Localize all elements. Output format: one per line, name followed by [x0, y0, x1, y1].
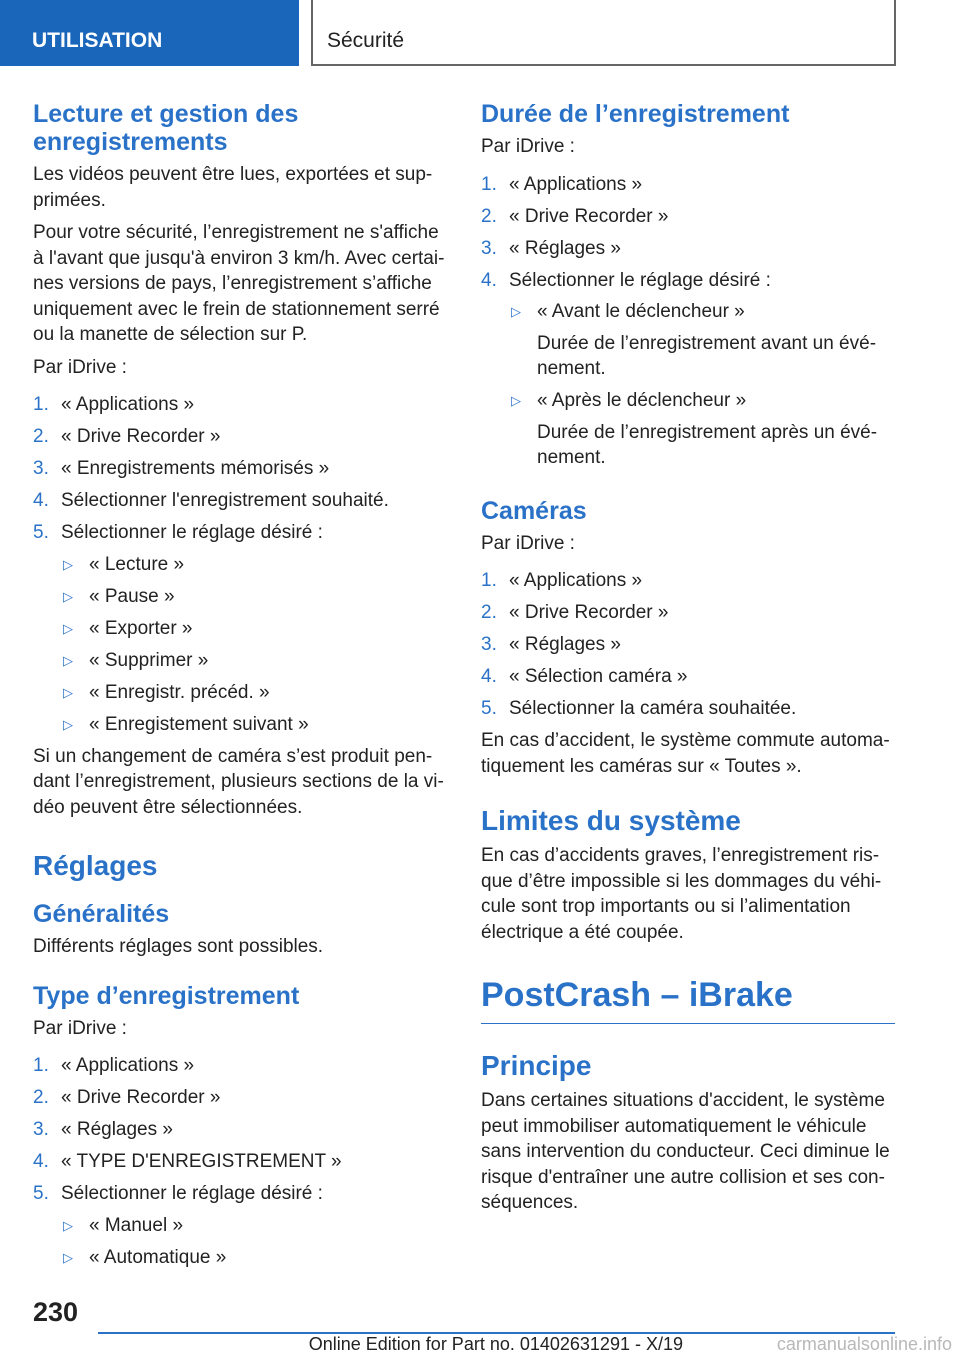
list-item: 3. « Réglages » — [481, 634, 621, 655]
list-item: ▷ « Exporter » — [33, 616, 445, 642]
list-camera-steps — [481, 568, 895, 722]
list-item: ▷ « Lecture » — [33, 552, 445, 578]
triangle-bullet-icon: ▷ — [63, 556, 73, 572]
list-item: 3. « Réglages » — [33, 1119, 173, 1140]
list-duree-options — [481, 299, 895, 471]
paragraph-lecture-2: Pour votre sécurité, l’enregistrement ne s'affiche à l'avant que jusqu'à environ 3 km/h. Avec certai-nes versions de pays, l’enregistrement s’affiche uniquement avec le frein de stationnement serré ou la manette de sélection sur P. — [33, 222, 445, 345]
list-item: 5. Sélectionner le réglage désiré : ▷ « Manuel » ▷ « Automatique » — [33, 1181, 445, 1270]
list-item: 5. Sélectionner la caméra souhaitée. — [481, 698, 797, 719]
list-item: ▷ « Automatique » — [33, 1245, 445, 1271]
watermark: carmanualsonline.info — [776, 1334, 952, 1354]
list-item: 1. « Applications » — [33, 1055, 195, 1076]
paragraph-duree-idrive: Par iDrive : — [481, 136, 575, 157]
list-item: ▷ « Après le déclencheur » Durée de l’enregistrement après un évé-nement. — [511, 390, 878, 468]
paragraph-generalites: Différents réglages sont possibles. — [33, 936, 324, 957]
heading-principe: Principe — [481, 1050, 592, 1081]
list-item: ▷ « Enregistr. précéd. » — [33, 680, 445, 706]
left-column — [33, 100, 445, 1277]
list-item: 2. « Drive Recorder » — [33, 1087, 221, 1108]
list-item: 2. « Drive Recorder » — [481, 205, 669, 227]
paragraph-type-idrive: Par iDrive : — [33, 1017, 127, 1039]
list-item: 3. « Enregistrements mémorisés » — [33, 458, 330, 479]
list-item: ▷ « Enregistement suivant » — [33, 712, 445, 738]
paragraph-lecture-1: Les vidéos peuvent être lues, exportées et sup-primées. — [33, 164, 433, 211]
triangle-bullet-icon: ▷ — [63, 1249, 73, 1265]
list-item: 3. « Réglages » — [481, 237, 621, 259]
list-lecture-options — [33, 552, 445, 738]
paragraph-cameras-note: En cas d’accident, le système commute automa-tiquement les caméras sur « Toutes ». — [481, 730, 890, 777]
paragraph-lecture-note: Si un changement de caméra s’est produit pen-dant l’enregistrement, plusieurs sections de la vi-déo peuvent être sélectionnées. — [33, 745, 444, 818]
heading-type: Type d’enregistrement — [33, 981, 300, 1010]
paragraph-lecture-idrive: Par iDrive : — [33, 356, 127, 378]
list-item: 1. « Applications » — [481, 570, 643, 591]
paragraph-principe: Dans certaines situations d'accident, le système peut immobiliser automatiquement le véhicule sans intervention du conducteur. Ceci diminue le risque d'entraîner une autre collision et ses con-séquences. — [481, 1090, 890, 1213]
list-item: 2. « Drive Recorder » — [481, 602, 669, 623]
heading-limites: Limites du système — [481, 805, 741, 836]
triangle-bullet-icon: ▷ — [63, 716, 73, 732]
list-item: 1. « Applications » — [33, 394, 195, 415]
page-number: 230 — [33, 1297, 79, 1327]
list-item: ▷ « Supprimer » — [33, 648, 445, 674]
section-tab: UTILISATION — [0, 0, 299, 66]
triangle-bullet-icon: ▷ — [63, 652, 73, 668]
list-duree-steps — [481, 172, 895, 471]
list-type-steps — [33, 1053, 445, 1270]
list-item: 5. Sélectionner le réglage désiré : ▷ « Lecture » ▷ « Pause » ▷ « Exporter » ▷ « Supprimer » ▷ « Enregistr. précéd. » ▷ « Enregistement suivant » — [33, 520, 445, 737]
heading-reglages: Réglages — [33, 850, 158, 881]
chapter-title: Sécurité — [311, 0, 896, 66]
list-item: ▷ « Avant le déclencheur » Durée de l’enregistrement avant un évé-nement. — [511, 301, 877, 379]
list-lecture-steps — [33, 392, 445, 737]
list-item: 4. Sélectionner le réglage désiré : ▷ « Avant le déclencheur » Durée de l’enregistrement avant un évé-nement. ▷ « Après le déclencheur » Durée de l’enregistrement après un évé-nement. — [481, 268, 895, 471]
triangle-bullet-icon: ▷ — [63, 684, 73, 700]
heading-generalites: Généralités — [33, 900, 170, 928]
list-item: 1. « Applications » — [481, 173, 643, 195]
list-type-options — [33, 1213, 445, 1271]
page-header — [0, 0, 960, 66]
heading-postcrash: PostCrash – iBrake — [481, 975, 895, 1024]
list-item: 2. « Drive Recorder » — [33, 426, 221, 447]
heading-cameras: Caméras — [481, 496, 587, 525]
list-item: 4. « Sélection caméra » — [481, 666, 688, 687]
list-item: ▷ « Pause » — [33, 584, 445, 610]
footer-edition: Online Edition for Part no. 01402631291 - X/19 — [308, 1334, 683, 1354]
paragraph-limites: En cas d’accidents graves, l’enregistrement ris-que d’être impossible si les dommages du véhi-cule sont trop importants ou si l’alimentation électrique a été coupée. — [481, 845, 882, 943]
right-column — [481, 100, 895, 1223]
list-item: ▷ « Manuel » — [33, 1213, 445, 1239]
triangle-bullet-icon: ▷ — [511, 304, 521, 319]
triangle-bullet-icon: ▷ — [63, 620, 73, 636]
list-item: 4. Sélectionner l'enregistrement souhaité. — [33, 490, 389, 511]
triangle-bullet-icon: ▷ — [511, 393, 521, 408]
triangle-bullet-icon: ▷ — [63, 1217, 73, 1233]
heading-lecture: Lecture et gestion des enregistrements — [33, 100, 299, 156]
list-item: 4. « TYPE D'ENREGISTREMENT » — [33, 1151, 342, 1172]
paragraph-cameras-idrive: Par iDrive : — [481, 532, 575, 554]
heading-duree: Durée de l’enregistrement — [481, 100, 790, 128]
triangle-bullet-icon: ▷ — [63, 588, 73, 604]
